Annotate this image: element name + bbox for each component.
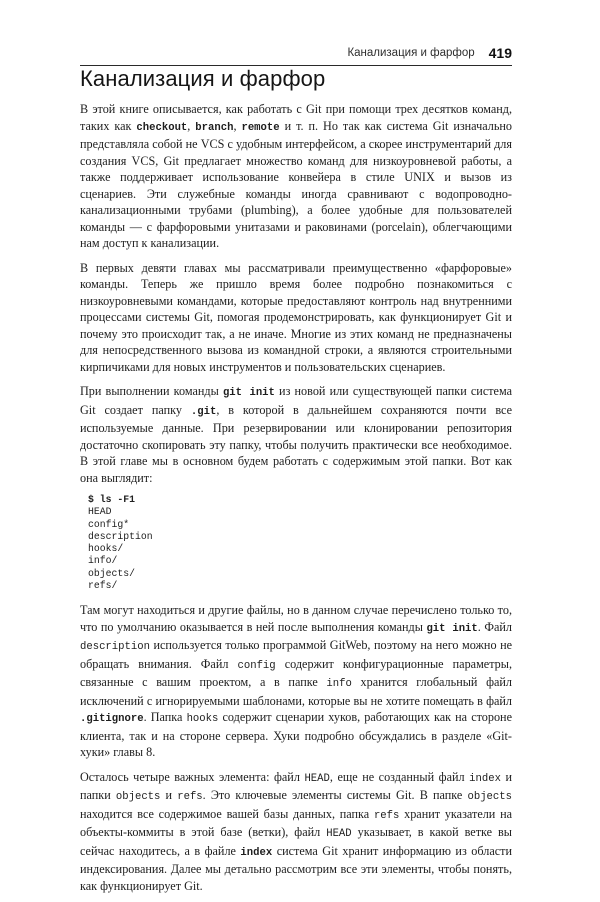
text-span: В этой книге описывается, как работать с Git при помощи трех десятков команд, таких как — [80, 102, 512, 133]
inline-code-head: HEAD — [326, 828, 352, 841]
text-span: содержит конфигурационные параметры, связанные с вашим проектом, а в папке — [80, 656, 513, 690]
text-span: хранится глобальный файл исключений с игнорируемыми шаблонами, которые вы не хотите помещать в файл — [80, 675, 512, 708]
paragraph-files — [80, 602, 512, 761]
text-span: находится все содержимое вашей базы данных, папка — [80, 806, 374, 821]
inline-code-branch: branch — [195, 121, 234, 134]
inline-code-config: config — [237, 659, 276, 672]
inline-code-refs: refs — [177, 791, 203, 804]
inline-code-objects: objects — [467, 791, 512, 804]
text-span: Осталось четыре важных элемента: файл — [80, 769, 305, 784]
code-line: config* — [88, 518, 130, 530]
paragraph-intro — [80, 101, 512, 252]
inline-code-refs: refs — [373, 809, 400, 822]
text-span: указывает, в какой ветке вы сейчас находитесь, а в файле — [80, 825, 512, 858]
text-span: из новой или существующей папки система Git создает папку — [80, 384, 513, 417]
text-span: и папки — [80, 769, 512, 803]
inline-code-gitignore: .gitignore — [80, 713, 144, 726]
text-span: . Файл — [477, 619, 512, 634]
text-span: используется только программой GitWeb, поэтому на него можно не обращать внимания. Файл — [80, 638, 512, 671]
code-line: description — [88, 530, 153, 542]
paragraph-elements — [80, 769, 512, 895]
inline-code-git-init: git init — [222, 387, 275, 399]
running-title: Канализация и фарфор — [347, 47, 475, 59]
text-span: , — [187, 118, 196, 133]
code-line: objects/ — [88, 567, 136, 579]
inline-code-git-init: git init — [426, 622, 478, 635]
inline-code-hooks: hooks — [186, 713, 219, 726]
inline-code-info: info — [326, 678, 352, 691]
text-span: хранит указатели на объекты-коммиты в этой базе (ветки), файл — [80, 806, 513, 840]
inline-code-head: HEAD — [304, 772, 330, 785]
inline-code-dot-git: .git — [190, 405, 217, 418]
inline-code-checkout: checkout — [136, 121, 188, 134]
inline-code-index: index — [240, 846, 273, 859]
code-line: info/ — [88, 555, 118, 567]
text-span: . Папка — [143, 710, 187, 725]
text-span: содержит сценарии хуков, работающих как на стороне клиента, так и на стороне сервера. Хуки подробно обсуждались в разделе «Git-хуки» главы 8. — [80, 710, 512, 760]
body-text — [80, 101, 512, 902]
inline-code-index: index — [469, 772, 501, 785]
text-span: , в которой в дальнейшем сохраняются почти все используемые данные. При резервировании или клонировании репозитория достаточно скопировать эту папку, чтобы получить практически все необходимое. В этой главе мы в основном будем работать с содержимым этой папки. Вот как она выглядит: — [80, 402, 512, 485]
inline-code-objects: objects — [115, 791, 161, 804]
running-header — [80, 45, 512, 66]
inline-code-description: description — [80, 641, 150, 654]
text-span: При выполнении команды — [80, 384, 223, 398]
code-command: $ ls -F1 — [88, 494, 136, 505]
text-span: Там могут находиться и другие файлы, но в данном случае перечислено только то, что по умолчанию оказывается в ней после выполнения команды — [80, 603, 512, 634]
code-line: refs/ — [88, 580, 118, 592]
code-line: HEAD — [88, 506, 112, 518]
chapter-title: Канализация и фарфор — [80, 66, 326, 91]
text-span: . Это ключевые элементы системы Git. В папке — [202, 788, 468, 803]
text-span: система Git хранит информацию из области индексирования. Далее мы детально рассмотрим все эти элементы, чтобы понять, как функционирует Git. — [80, 843, 512, 893]
paragraph-porcelain: В первых девяти главах мы рассматривали преимущественно «фарфоровые» команды. Теперь же пришло время более подробно познакомиться с низкоуровневыми командами, которые предоставляют контроль над внутренними процессами системы Git, помогая продемонстрировать, как функционирует Git и почему это происходит так, а не иначе. Многие из этих команд не предназначены для непосредственного вызова из командной строки, а являются строительными кирпичиками для новых инструментов и пользовательских сценариев. — [80, 260, 512, 374]
paragraph-git-init — [80, 383, 512, 486]
code-line: hooks/ — [88, 543, 124, 555]
text-span: и — [160, 788, 178, 803]
page-number: 419 — [488, 45, 512, 61]
inline-code-remote: remote — [241, 121, 280, 134]
text-span: и т. п. Но так как система Git изначально представляла собой не VCS с удобным интерфейсом, а скорее инструментарий для создания VCS, Git предлагает множество команд для низкоуровневой работы, а также поддерживает использование конвейера в стиле UNIX и вызов из сценариев. Эти служебные команды иногда сравнивают с водопроводно-канализационными трубами (plumbing), а более удобные для пользователей команды — с фарфоровыми унитазами и раковинами (porcelain), облегчающими нам доступ к канализации. — [80, 118, 512, 250]
text-span: , еще не созданный файл — [329, 769, 470, 784]
code-listing — [88, 494, 512, 592]
text-span: , — [233, 118, 242, 133]
